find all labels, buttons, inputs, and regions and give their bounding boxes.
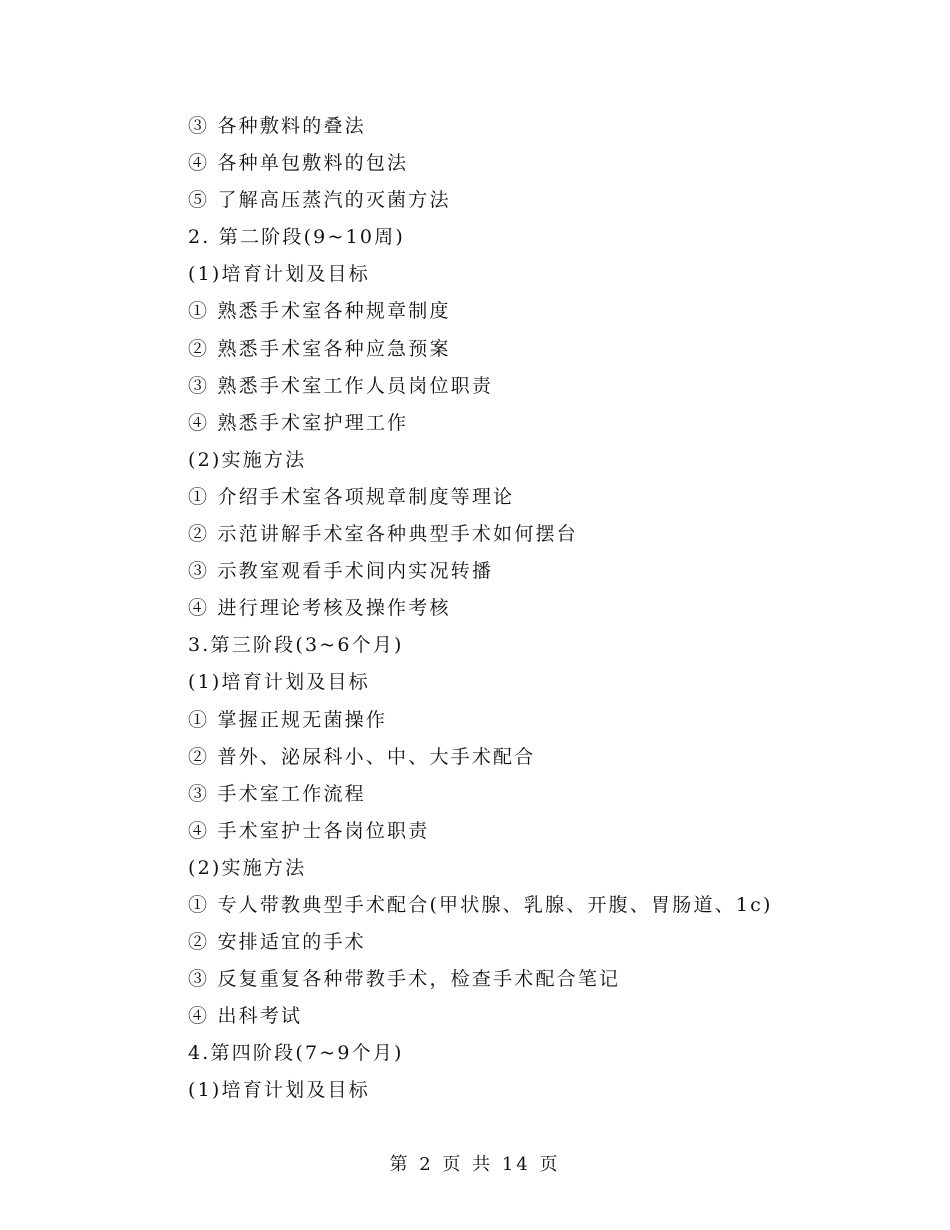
section-heading: 4.第四阶段(7~9个月) [188,1042,404,1065]
text-line: ② 示范讲解手术室各种典型手术如何摆台 [188,523,578,546]
text-line: ① 专人带教典型手术配合(甲状腺、乳腺、开腹、胃肠道、1c) [188,893,773,916]
subsection-heading: (1)培育计划及目标 [188,263,370,286]
text-line: ③ 熟悉手术室工作人员岗位职责 [188,374,494,397]
text-line: ④ 手术室护士各岗位职责 [188,819,430,842]
text-line: ④ 熟悉手术室护理工作 [188,411,409,434]
text-line: ④ 出科考试 [188,1005,303,1028]
text-line: ⑤ 了解高压蒸汽的灭菌方法 [188,189,451,212]
text-line: ① 介绍手术室各项规章制度等理论 [188,485,515,508]
text-line: ② 安排适宜的手术 [188,931,366,954]
section-heading: 3.第三阶段(3~6个月) [188,634,404,657]
text-line: ③ 示教室观看手术间内实况转播 [188,560,494,583]
text-line: ② 熟悉手术室各种应急预案 [188,337,451,360]
section-heading: 2. 第二阶段(9~10周) [188,226,405,249]
subsection-heading: (2)实施方法 [188,448,307,471]
subsection-heading: (1)培育计划及目标 [188,671,370,694]
subsection-heading: (1)培育计划及目标 [188,1079,370,1102]
text-line: ③ 反复重复各种带教手术，检查手术配合笔记 [188,968,621,991]
text-line: ④ 进行理论考核及操作考核 [188,597,451,620]
text-line: ② 普外、泌尿科小、中、大手术配合 [188,745,536,768]
page-footer: 第 2 页 共 14 页 [389,1154,561,1175]
text-line: ③ 各种敷料的叠法 [188,115,366,137]
text-line: ① 熟悉手术室各种规章制度 [188,300,451,323]
text-line: ④ 各种单包敷料的包法 [188,152,409,175]
document-body [188,108,828,1110]
text-line: ① 掌握正规无菌操作 [188,708,388,731]
subsection-heading: (2)实施方法 [188,856,307,879]
text-line: ③ 手术室工作流程 [188,782,366,805]
